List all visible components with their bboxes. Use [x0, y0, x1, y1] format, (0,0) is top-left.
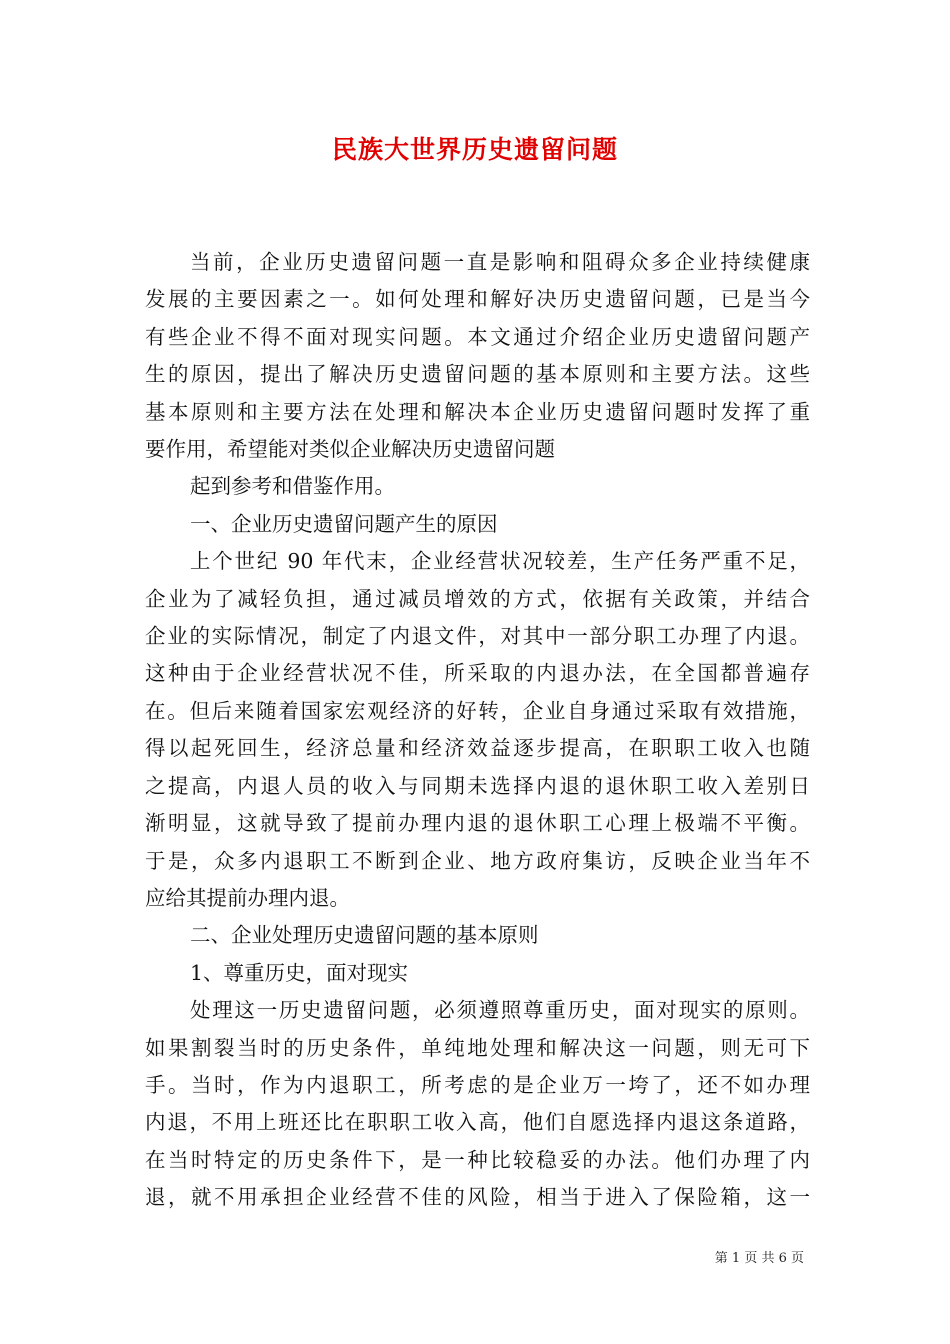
document-body — [145, 244, 810, 1217]
text-line: 处理这一历史遗留问题，必须遵照尊重历史，面对现实的原则。 — [190, 998, 810, 1023]
text-line: 当前，企业历史遗留问题一直是影响和阻碍众多企业持续健康 — [190, 250, 810, 274]
text-line: 得以起死回生，经济总量和经济效益逐步提高，在职职工收入也随 — [145, 736, 810, 761]
text-line: 内退，不用上班还比在职职工收入高，他们自愿选择内退这条道路， — [145, 1110, 810, 1135]
text-line: 有些企业不得不面对现实问题。本文通过介绍企业历史遗留问题产 — [145, 324, 810, 349]
text-line: 生的原因，提出了解决历史遗留问题的基本原则和主要方法。这些 — [145, 362, 810, 387]
text-line: 在当时特定的历史条件下，是一种比较稳妥的办法。他们办理了内 — [145, 1147, 810, 1172]
text-line: 于是，众多内退职工不断到企业、地方政府集访，反映企业当年不 — [145, 848, 810, 873]
document-title: 民族大世界历史遗留问题 — [331, 135, 618, 164]
text-line: 在。但后来随着国家宏观经济的好转，企业自身通过采取有效措施， — [145, 698, 810, 723]
text-line: 起到参考和借鉴作用。 — [190, 474, 395, 499]
text-line: 企业为了减轻负担，通过减员增效的方式，依据有关政策，并结合 — [145, 586, 810, 611]
page-number-footer: 第 1 页 共 6 页 — [714, 1251, 804, 1266]
text-line: 退，就不用承担企业经营不佳的风险，相当于进入了保险箱，这一 — [145, 1185, 810, 1210]
text-line: 上个世纪 90 年代末，企业经营状况较差，生产任务严重不足， — [190, 549, 810, 574]
text-line: 应给其提前办理内退。 — [145, 885, 350, 910]
text-line: 要作用，希望能对类似企业解决历史遗留问题 — [145, 437, 555, 462]
text-line: 企业的实际情况，制定了内退文件，对其中一部分职工办理了内退。 — [145, 624, 810, 649]
subsection-heading: 1、尊重历史，面对现实 — [190, 960, 409, 985]
section-heading: 二、企业处理历史遗留问题的基本原则 — [190, 923, 539, 948]
text-line: 手。当时，作为内退职工，所考虑的是企业万一垮了，还不如办理 — [145, 1072, 810, 1097]
text-line: 渐明显，这就导致了提前办理内退的退休职工心理上极端不平衡。 — [145, 811, 810, 836]
text-line: 基本原则和主要方法在处理和解决本企业历史遗留问题时发挥了重 — [145, 399, 810, 424]
text-line: 这种由于企业经营状况不佳，所采取的内退办法，在全国都普遍存 — [145, 661, 810, 686]
text-line: 之提高，内退人员的收入与同期未选择内退的退休职工收入差别日 — [145, 773, 810, 798]
text-line: 发展的主要因素之一。如何处理和解好决历史遗留问题，已是当今 — [145, 287, 810, 312]
section-heading: 一、企业历史遗留问题产生的原因 — [190, 511, 498, 536]
text-line: 如果割裂当时的历史条件，单纯地处理和解决这一问题，则无可下 — [145, 1035, 810, 1060]
